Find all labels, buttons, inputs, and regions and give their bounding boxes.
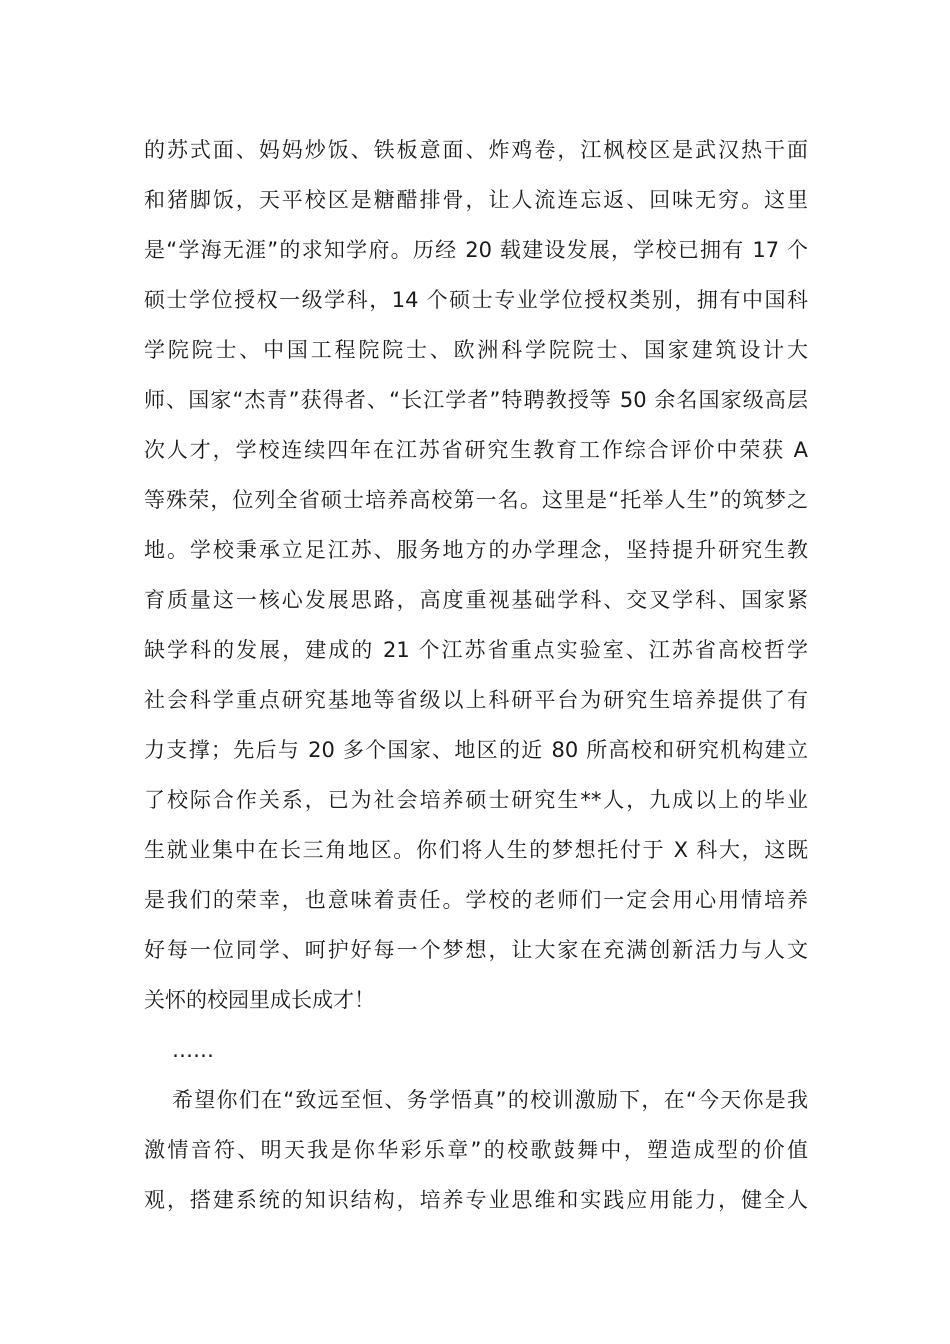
text-line: 和猪脚饭，天平校区是糖醋排骨，让人流连忘返、回味无穷。这里 [144,188,808,212]
text-line: 力支撑；先后与 20 多个国家、地区的近 80 所高校和研究机构建立 [144,738,808,762]
text-line: 缺学科的发展，建成的 21 个江苏省重点实验室、江苏省高校哲学 [144,638,808,662]
text-line: 等殊荣，位列全省硕士培养高校第一名。这里是“托举人生”的筑梦之 [144,488,808,512]
text-line: 次人才，学校连续四年在江苏省研究生教育工作综合评价中荣获 A [144,438,808,462]
text-line: 激情音符、明天我是你华彩乐章”的校歌鼓舞中，塑造成型的价值 [144,1138,808,1162]
text-line: 是我们的荣幸，也意味着责任。学校的老师们一定会用心用情培养 [144,888,808,912]
text-line: 的苏式面、妈妈炒饭、铁板意面、炸鸡卷，江枫校区是武汉热干面 [144,138,808,162]
text-line: 硕士学位授权一级学科，14 个硕士专业学位授权类别，拥有中国科 [144,288,808,312]
text-line: 关怀的校园里成长成才！ [144,988,375,1012]
text-line: 观，搭建系统的知识结构，培养专业思维和实践应用能力，健全人 [144,1188,808,1212]
paragraph-first-line: 希望你们在“致远至恒、务学悟真”的校训激励下，在“今天你是我 [172,1088,808,1112]
text-line: 生就业集中在长三角地区。你们将人生的梦想托付于 X 科大，这既 [144,838,808,862]
text-line: 师、国家“杰青”获得者、“长江学者”特聘教授等 50 余名国家级高层 [144,388,808,412]
text-line: 学院院士、中国工程院院士、欧洲科学院院士、国家建筑设计大 [144,338,808,362]
text-line: 好每一位同学、呵护好每一个梦想，让大家在充满创新活力与人文 [144,938,808,962]
ellipsis-line: …… [172,1038,214,1062]
text-line: 育质量这一核心发展思路，高度重视基础学科、交叉学科、国家紧 [144,588,808,612]
text-line: 地。学校秉承立足江苏、服务地方的办学理念，坚持提升研究生教 [144,538,808,562]
text-line: 社会科学重点研究基地等省级以上科研平台为研究生培养提供了有 [144,688,808,712]
text-line: 是“学海无涯”的求知学府。历经 20 载建设发展，学校已拥有 17 个 [144,238,808,262]
text-line: 了校际合作关系，已为社会培养硕士研究生**人，九成以上的毕业 [144,788,808,812]
